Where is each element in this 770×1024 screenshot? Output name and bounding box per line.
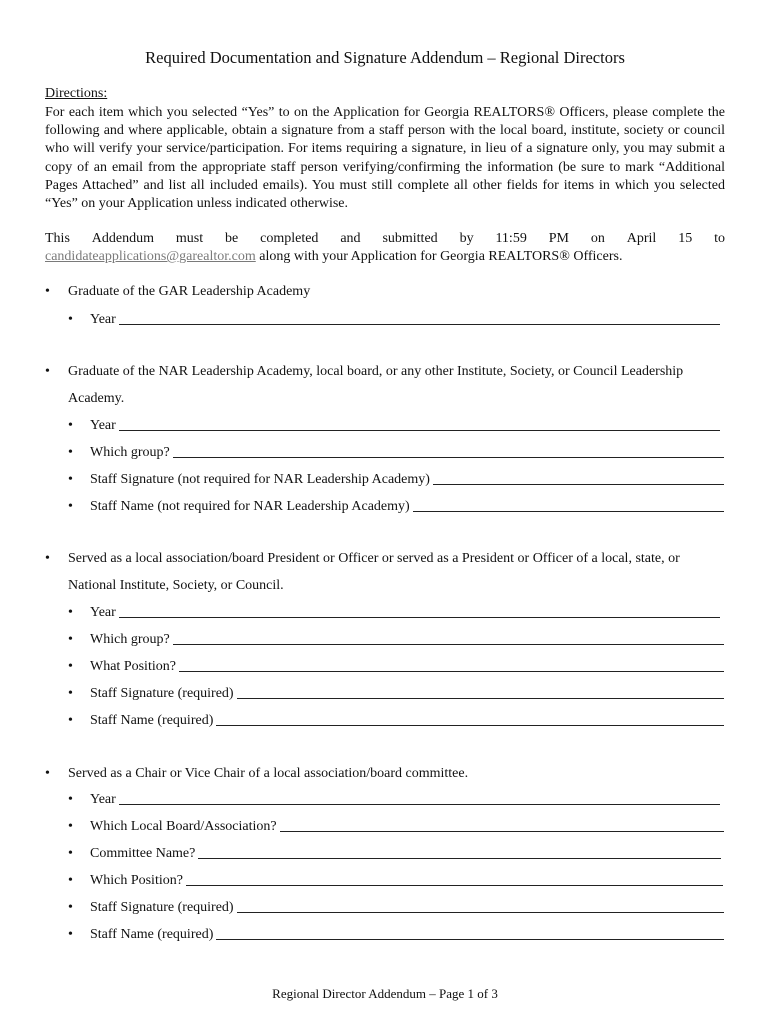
field-row	[68, 495, 724, 515]
section-gar-academy	[45, 278, 725, 305]
field-row	[68, 308, 720, 328]
bullet-icon: •	[68, 499, 73, 514]
field-label: Year	[90, 418, 116, 433]
field-row	[68, 414, 720, 434]
field-row	[68, 709, 724, 729]
field-row	[68, 468, 724, 488]
email-link[interactable]: candidateapplications@garealtor.com	[45, 249, 256, 264]
field-input-line[interactable]	[179, 671, 724, 672]
field-input-line[interactable]	[173, 457, 724, 458]
deadline-word: must	[175, 231, 204, 246]
field-label: Which group?	[90, 445, 170, 460]
deadline-line-2	[45, 248, 725, 266]
deadline-word: Addendum	[91, 231, 154, 246]
section-heading: Graduate of the NAR Leadership Academy, local board, or any other Institute, Society, or Council Leadership Academy.	[68, 364, 684, 406]
field-label: Staff Name (required)	[90, 927, 214, 942]
directions-label: Directions:	[45, 86, 108, 101]
deadline-word: This	[45, 231, 70, 246]
field-label: Staff Signature (required)	[90, 686, 234, 701]
bullet-icon: •	[45, 284, 50, 299]
field-input-line[interactable]	[280, 831, 724, 832]
field-input-line[interactable]	[237, 698, 724, 699]
bullet-icon: •	[68, 819, 73, 834]
field-row	[68, 896, 724, 916]
field-input-line[interactable]	[186, 885, 723, 886]
bullet-icon: •	[45, 766, 50, 781]
bullet-icon: •	[45, 551, 50, 566]
section-heading: Served as a Chair or Vice Chair of a local association/board committee.	[68, 766, 469, 781]
field-input-line[interactable]	[119, 430, 720, 431]
field-input-line[interactable]	[216, 939, 724, 940]
bullet-icon: •	[68, 472, 73, 487]
bullet-icon: •	[68, 846, 73, 861]
bullet-icon: •	[68, 445, 73, 460]
field-label: Which Position?	[90, 873, 183, 888]
page-title: Required Documentation and Signature Addendum – Regional Directors	[145, 48, 625, 67]
field-row	[68, 601, 720, 621]
field-label: Which Local Board/Association?	[90, 819, 277, 834]
bullet-icon: •	[68, 632, 73, 647]
deadline-word: 11:59	[495, 231, 527, 246]
field-input-line[interactable]	[119, 804, 720, 805]
deadline-word: submitted	[382, 231, 438, 246]
field-row	[68, 628, 724, 648]
deadline-line	[45, 230, 725, 248]
section-heading: Graduate of the GAR Leadership Academy	[68, 284, 311, 299]
deadline-word: by	[459, 231, 474, 246]
field-input-line[interactable]	[198, 858, 721, 859]
field-row	[68, 842, 721, 862]
field-input-line[interactable]	[216, 725, 724, 726]
bullet-icon: •	[68, 900, 73, 915]
section-heading: Served as a local association/board President or Officer or served as a President or Officer of a local, state, or National Institute, Society, or Council.	[68, 551, 680, 593]
field-label: Committee Name?	[90, 846, 196, 861]
field-label: Staff Signature (required)	[90, 900, 234, 915]
field-input-line[interactable]	[237, 912, 724, 913]
field-row	[68, 682, 724, 702]
field-label: Year	[90, 312, 116, 327]
field-label: Staff Signature (not required for NAR Leadership Academy)	[90, 472, 430, 487]
field-row	[68, 655, 724, 675]
bullet-icon: •	[68, 605, 73, 620]
page-footer: Regional Director Addendum – Page 1 of 3	[272, 986, 498, 1001]
bullet-icon: •	[68, 659, 73, 674]
field-label: What Position?	[90, 659, 176, 674]
bullet-icon: •	[68, 927, 73, 942]
deadline-word: 15	[678, 231, 693, 246]
field-row	[68, 815, 724, 835]
bullet-icon: •	[68, 686, 73, 701]
deadline-word: on	[590, 231, 605, 246]
field-label: Staff Name (required)	[90, 713, 214, 728]
field-row	[68, 923, 724, 943]
bullet-icon: •	[68, 312, 73, 327]
field-row	[68, 788, 720, 808]
field-input-line[interactable]	[413, 511, 724, 512]
field-input-line[interactable]	[119, 617, 720, 618]
field-label: Staff Name (not required for NAR Leadership Academy)	[90, 499, 410, 514]
field-input-line[interactable]	[173, 644, 724, 645]
deadline-word: and	[340, 231, 361, 246]
field-input-line[interactable]	[119, 324, 720, 325]
deadline-paragraph	[45, 230, 725, 266]
deadline-word: completed	[260, 231, 319, 246]
deadline-word: to	[714, 231, 725, 246]
field-row	[68, 441, 724, 461]
field-row	[68, 869, 723, 889]
field-label: Which group?	[90, 632, 170, 647]
bullet-icon: •	[68, 873, 73, 888]
deadline-word: be	[225, 231, 239, 246]
bullet-icon: •	[68, 792, 73, 807]
field-input-line[interactable]	[433, 484, 724, 485]
bullet-icon: •	[45, 364, 50, 379]
section-nar-academy	[45, 358, 725, 412]
deadline-after-email: along with your Application for Georgia REALTORS® Officers.	[255, 249, 623, 264]
section-president-officer	[45, 545, 725, 599]
deadline-word: April	[626, 231, 657, 246]
deadline-word: PM	[548, 231, 569, 246]
bullet-icon: •	[68, 418, 73, 433]
section-committee-chair	[45, 760, 725, 787]
bullet-icon: •	[68, 713, 73, 728]
directions-text: For each item which you selected “Yes” to on the Application for Georgia REALTORS® Officers, please complete the following and where applicable, obtain a signature from a staff person with the local board, institute, society or council who will verify your service/participation. For items requiring a signature, in lieu of a signature only, you may submit a copy of an email from the appropriate staff person verifying/confirming the information (be sure to mark “Additional Pages Attached” and list all included emails). You must still complete all other fields for items in which you selected “Yes” on your Application unless indicated otherwise.	[45, 105, 725, 212]
field-label: Year	[90, 792, 116, 807]
field-label: Year	[90, 605, 116, 620]
